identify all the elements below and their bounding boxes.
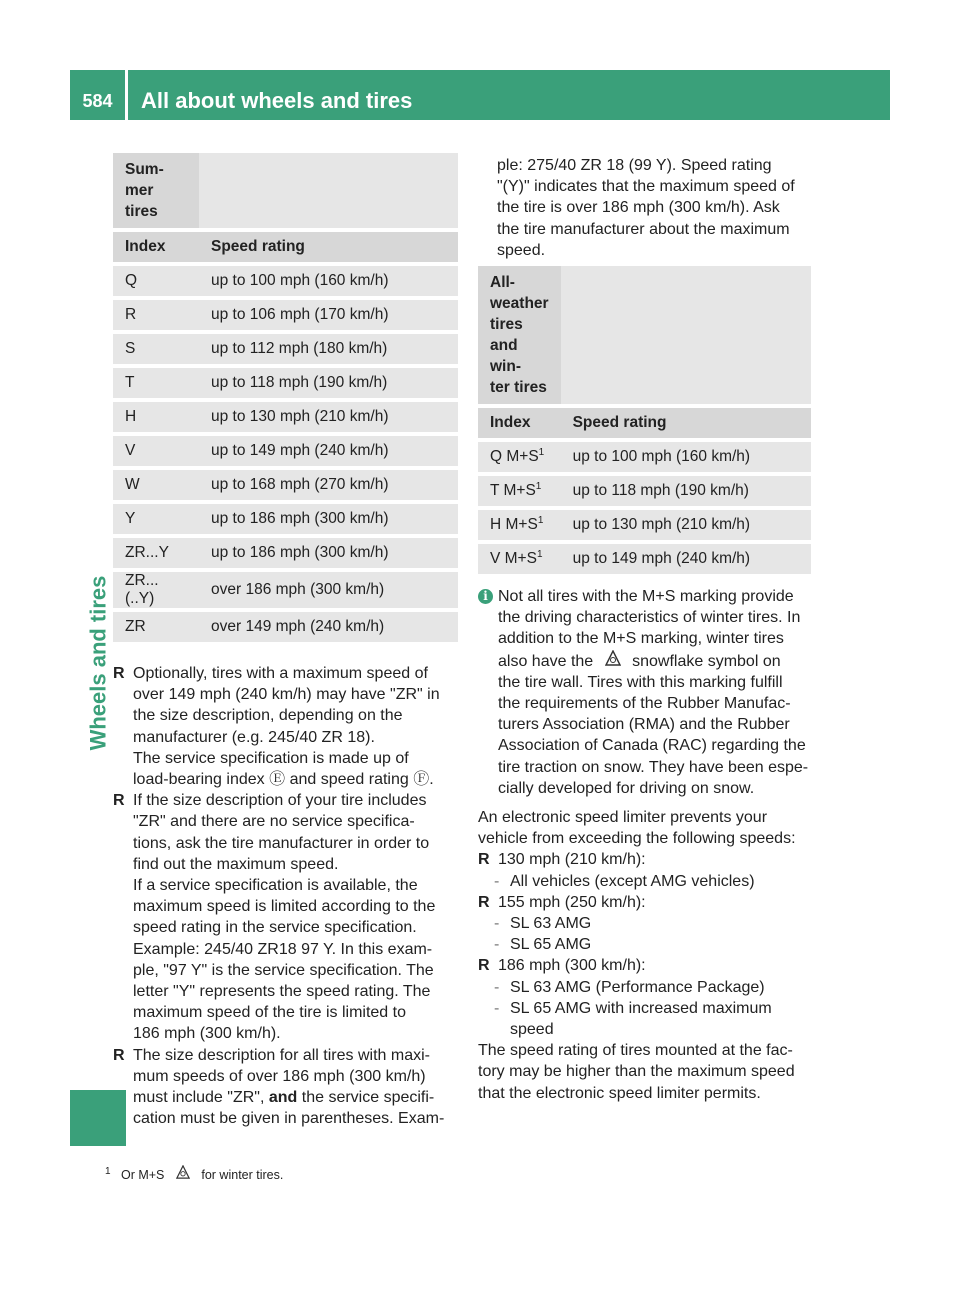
table-row: ZR over 149 mph (240 km/h) — [113, 612, 458, 642]
allweather-tires-table — [478, 262, 811, 578]
list-item: R The size description for all tires with maxi- mum speeds of over 186 mph (300 km/h) must include "ZR", and the service specifi- cation must be given in parentheses. Exam- — [113, 1046, 445, 1128]
col-header-index: Index — [113, 232, 199, 262]
table-row: ZR...Y up to 186 mph (300 km/h) — [113, 538, 458, 568]
table-row: Q up to 100 mph (160 km/h) — [113, 266, 458, 296]
table-row: S up to 112 mph (180 km/h) — [113, 334, 458, 364]
allweather-table-caption: All- weather tires and win- ter tires — [478, 266, 561, 404]
list-item: R 186 mph (300 km/h): — [478, 957, 646, 975]
table-row: Q $M+S^1$ up to 100 mph (160 km/h) — [478, 442, 811, 472]
list-item: R If the size description of your tire includes "ZR" and there are no service specifica- tions, ask the tire manufacturer in order to find out the maximum speed. If a service specification is available, the maximum speed is limited according to the speed rating in the service specification. Example: 245/40 ZR18 97 Y. In this exam- ple, "97 Y" is the service specification. The letter "Y" represents the speed rating. The maximum speed of the tire is limited to 186 mph (300 km/h). — [113, 792, 436, 1043]
table-row: V up to 149 mph (240 km/h) — [113, 436, 458, 466]
table-row: W up to 168 mph (270 km/h) — [113, 470, 458, 500]
list-subitem: - SL 63 AMG — [494, 915, 592, 933]
info-icon: i — [478, 589, 493, 604]
sidebar-label: Wheels and tires — [85, 575, 110, 750]
list-subitem: - SL 63 AMG (Performance Package) — [494, 978, 765, 996]
summer-tires-table — [113, 149, 458, 646]
info-note: i Not all tires with the M+S marking provide the driving characteristics of winter tires. In addition to the M+S marking, winter tires also have the snowflake symbol on the tire wall. Tires with this marking fulfill the requirements of the Rubber Manufac- turers Association (RMA) and the Rubber Association of Canada (RAC) regarding the tire traction on snow. They have been espe- cially developed for driving on snow. — [478, 586, 818, 799]
summer-table-caption: Sum- mer tires — [113, 153, 199, 228]
col-header-speed: Speed rating — [199, 232, 458, 262]
list-subitem: - All vehicles (except AMG vehicles) — [494, 872, 755, 890]
speed-limiter-section: An electronic speed limiter prevents your vehicle from exceeding the following speeds: R 130 mph (210 km/h): - All vehicles (except AMG vehicles) R 155 mph (250 km/h): - SL 63 AMG - SL 65 AMG R 186 mph (300 km/h): - SL 63 AMG (Performance Package) - SL 65 AMG with increased maximum speed The speed rating of tires mounted at the fac- tory may be higher than the maximum speed that the electronic speed limiter permits. — [478, 807, 818, 1104]
mountain-snowflake-icon — [598, 650, 628, 672]
list-item: R 155 mph (250 km/h): — [478, 893, 646, 911]
mountain-snowflake-icon — [168, 1165, 198, 1183]
table-row: H $M+S^1$ up to 130 mph (210 km/h) — [478, 510, 811, 540]
speed-rating-symbol: Ⓕ — [413, 771, 430, 789]
list-subitem: - SL 65 AMG — [494, 936, 592, 954]
table-row: H up to 130 mph (210 km/h) — [113, 402, 458, 432]
footnote: $^1$ Or M+S for winter tires. — [105, 1165, 284, 1182]
table-row: T up to 118 mph (190 km/h) — [113, 368, 458, 398]
right-top-text: ple: 275/40 ZR 18 (99 Y). Speed rating "(Y)" indicates that the maximum speed of the tire is over 186 mph (300 km/h). Ask the tire manufacturer about the maximum speed. — [497, 157, 795, 259]
section-title: All about wheels and tires — [141, 88, 413, 113]
list-subitem: - SL 65 AMG with increased maximum speed — [494, 999, 772, 1039]
table-row: Y up to 186 mph (300 km/h) — [113, 504, 458, 534]
col-header-index: Index — [478, 408, 561, 438]
col-header-speed: Speed rating — [561, 408, 811, 438]
page-number: 584 — [82, 91, 113, 111]
header-divider — [125, 70, 128, 120]
table-row: V $M+S^1$ up to 149 mph (240 km/h) — [478, 544, 811, 574]
table-row: R up to 106 mph (170 km/h) — [113, 300, 458, 330]
left-column-text — [113, 663, 463, 1129]
table-row: T $M+S^1$ up to 118 mph (190 km/h) — [478, 476, 811, 506]
list-item: R 130 mph (210 km/h): — [478, 851, 646, 869]
list-item: R Optionally, tires with a maximum speed of over 149 mph (240 km/h) may have "ZR" in the size description, depending on the manufacturer (e.g. 245/40 ZR 18). The service specification is made up of load-bearing index Ⓔ and speed rating Ⓕ. — [113, 665, 440, 789]
load-index-symbol: Ⓔ — [269, 771, 286, 789]
table-row: ZR...(..Y) over 186 mph (300 km/h) — [113, 572, 458, 608]
